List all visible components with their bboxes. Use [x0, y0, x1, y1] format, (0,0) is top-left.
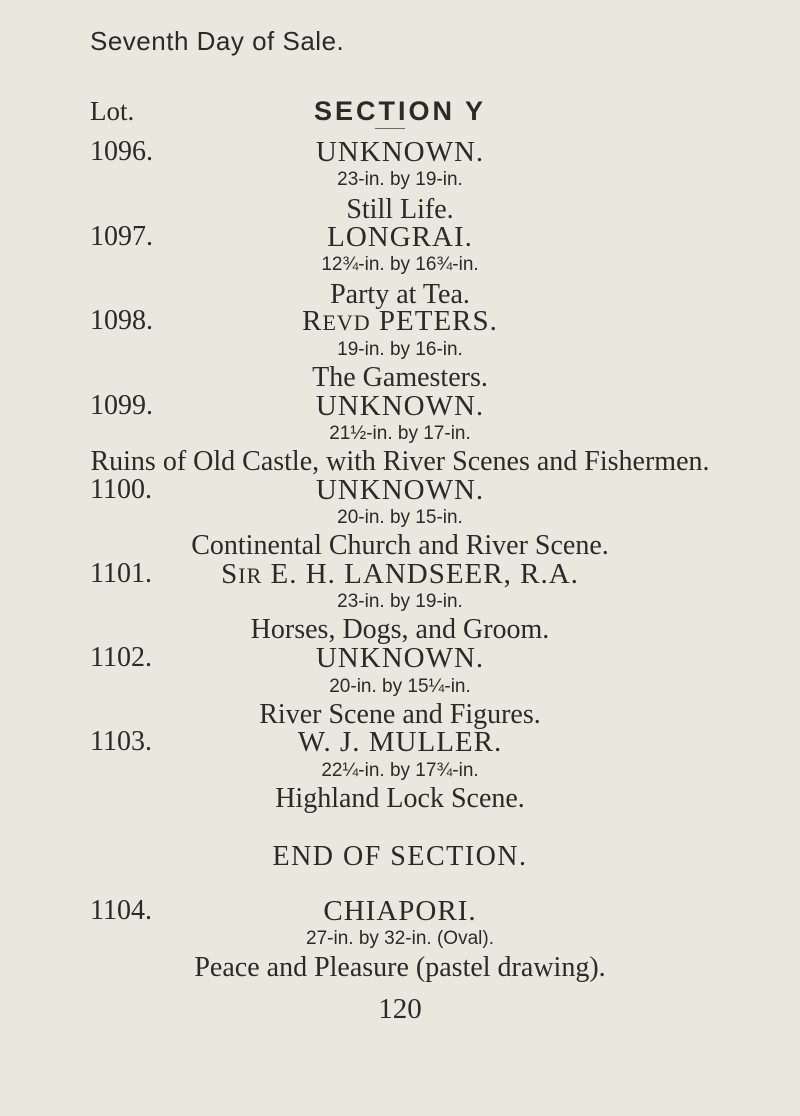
- lot-title: Highland Lock Scene.: [275, 783, 525, 814]
- lot-number: 1102.: [90, 642, 152, 673]
- page-number: 120: [378, 993, 422, 1025]
- page-header: Seventh Day of Sale.: [90, 26, 345, 56]
- lot-dimensions: 27-in. by 32-in. (Oval).: [306, 928, 494, 949]
- lot-dimensions: 19-in. by 16-in.: [337, 339, 463, 360]
- lot-title: Ruins of Old Castle, with River Scenes and Fishermen.: [90, 446, 710, 477]
- lot-dimensions: 12¾-in. by 16¾-in.: [321, 254, 479, 275]
- end-of-section: END OF SECTION.: [272, 841, 528, 872]
- lot-number: 1096.: [90, 136, 153, 167]
- section-rule: [375, 128, 405, 129]
- lot-number: 1097.: [90, 221, 153, 252]
- lot-dimensions: 20-in. by 15¼-in.: [329, 676, 471, 697]
- lot-artist: UNKNOWN.: [315, 474, 485, 506]
- lot-title: River Scene and Figures.: [259, 699, 541, 730]
- lot-number: 1104.: [90, 895, 152, 926]
- lot-title: Continental Church and River Scene.: [191, 530, 609, 561]
- lot-title: The Gamesters.: [312, 362, 488, 393]
- lot-title: Still Life.: [346, 194, 454, 225]
- lot-dimensions: 23-in. by 19-in.: [337, 169, 463, 190]
- lot-artist: W. J. MULLER.: [297, 726, 503, 758]
- lot-number: 1103.: [90, 726, 152, 757]
- lot-artist: UNKNOWN.: [315, 390, 485, 422]
- lot-number: 1098.: [90, 305, 153, 336]
- lot-column-heading: Lot.: [90, 96, 135, 126]
- lot-artist: UNKNOWN.: [315, 642, 485, 674]
- section-heading: SECTION Y: [313, 96, 487, 126]
- lot-dimensions: 20-in. by 15-in.: [337, 507, 463, 528]
- lot-number: 1101.: [90, 558, 152, 589]
- lot-dimensions: 23-in. by 19-in.: [337, 591, 463, 612]
- lot-artist: CHIAPORI.: [323, 895, 477, 927]
- lot-title: Horses, Dogs, and Groom.: [250, 614, 550, 645]
- lot-title: Peace and Pleasure (pastel drawing).: [194, 952, 606, 983]
- lot-artist: REVD PETERS.: [302, 305, 498, 337]
- lot-title: Party at Tea.: [330, 279, 470, 310]
- lot-number: 1100.: [90, 474, 152, 505]
- lot-number: 1099.: [90, 390, 153, 421]
- lot-dimensions: 22¼-in. by 17¾-in.: [321, 760, 479, 781]
- lot-artist: UNKNOWN.: [315, 136, 485, 168]
- lot-dimensions: 21½-in. by 17-in.: [329, 423, 471, 444]
- lot-artist: SIR E. H. LANDSEER, R.A.: [221, 558, 579, 590]
- lot-artist: LONGRAI.: [327, 221, 473, 253]
